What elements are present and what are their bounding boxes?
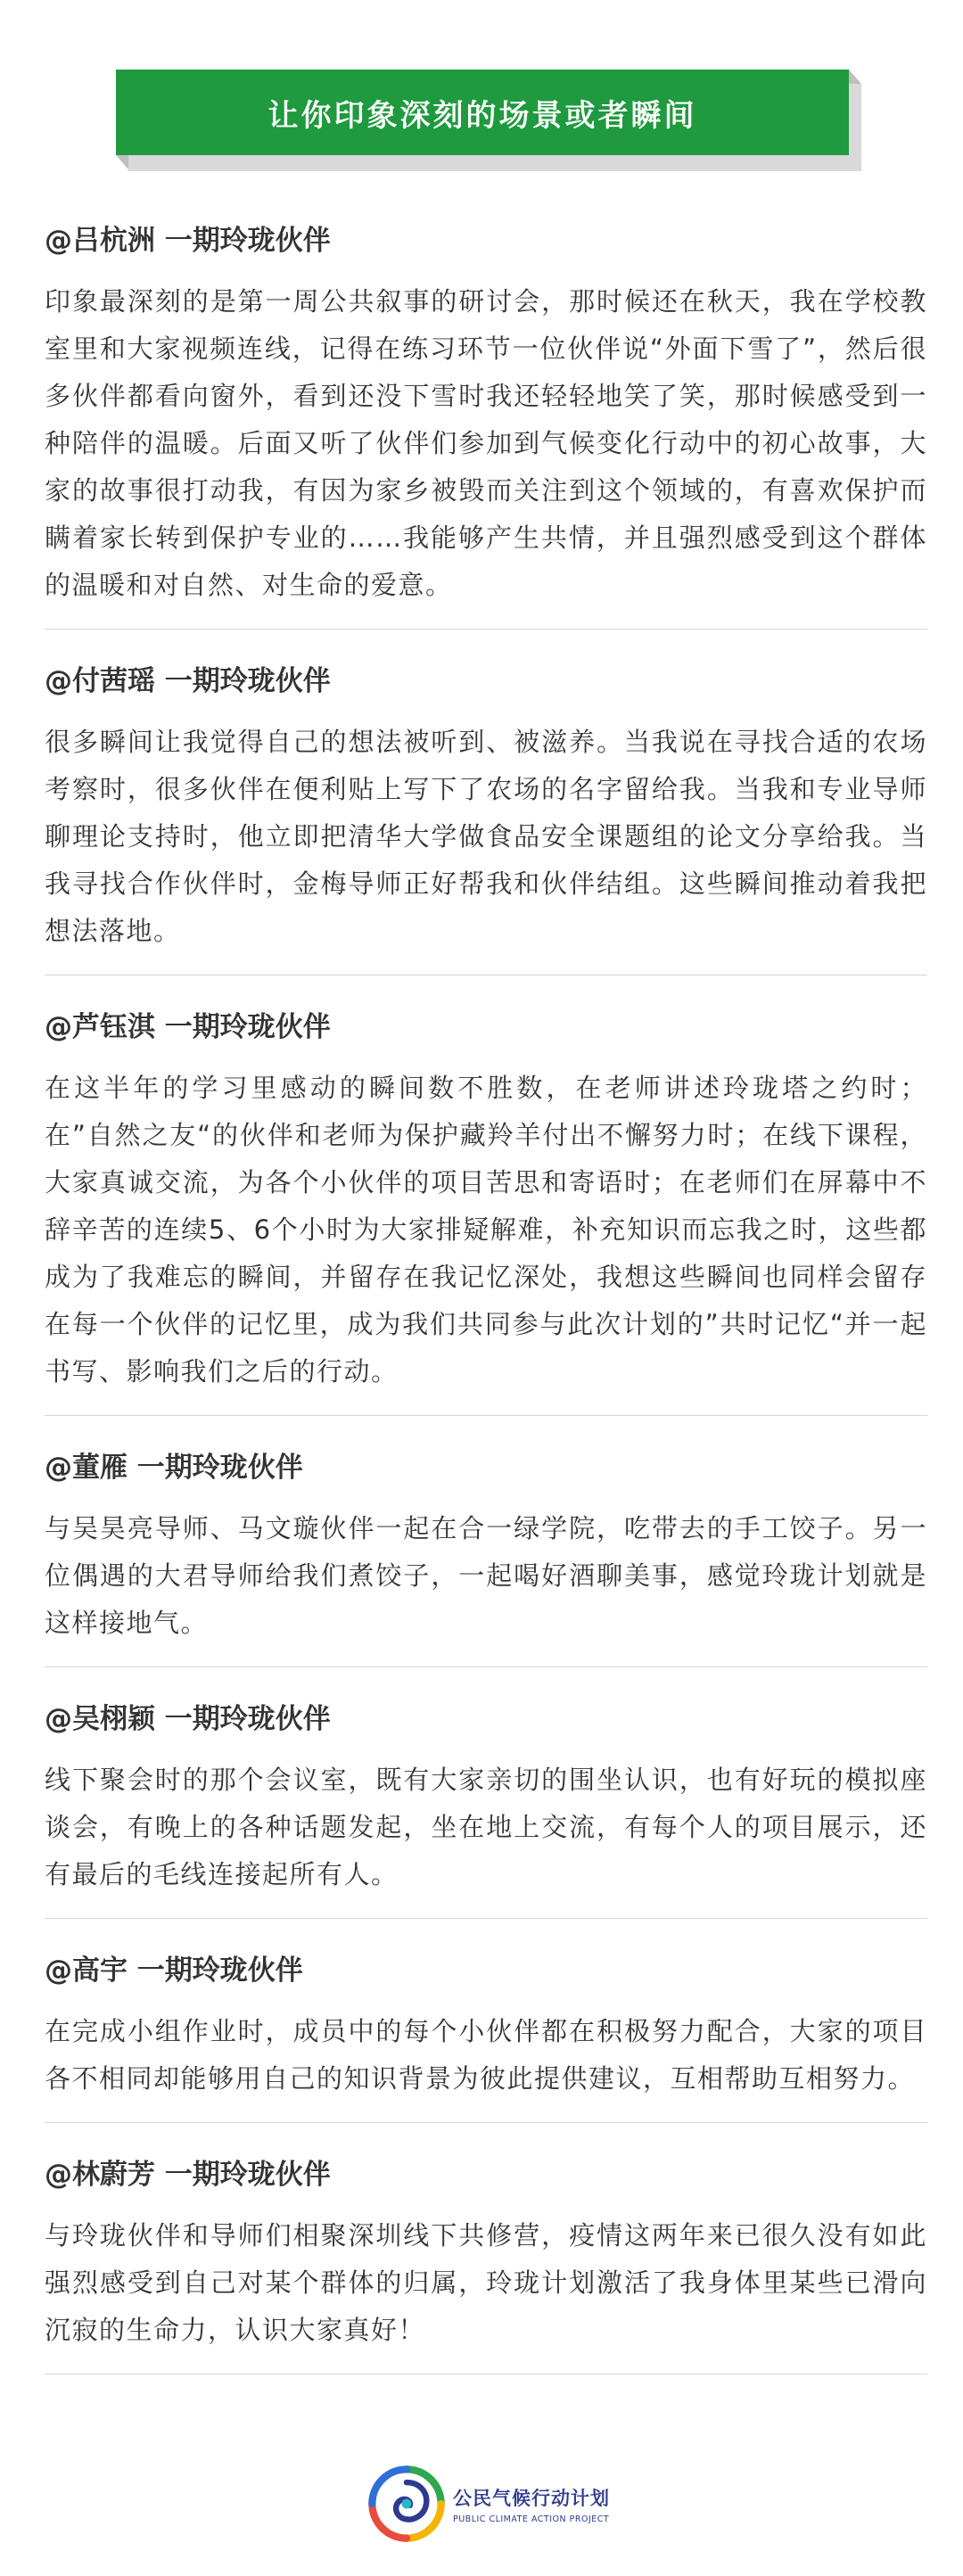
title-banner [116,70,861,171]
logo-text-block [453,2484,610,2524]
testimonial-item [45,1006,927,1416]
testimonial-item [45,219,927,630]
testimonial-item [45,1698,927,1919]
banner-fold-right [849,70,861,84]
testimonial-text: 在这半年的学习里感动的瞬间数不胜数，在老师讲述玲珑塔之约时；在”自然之友“的伙伴和老师为保护藏羚羊付出不懈努力时；在线下课程，大家真诚交流，为各个小伙伴的项目苦思和寄语时；在老师们在屏幕中不辞辛苦的连续5、6个小时为大家排疑解难，补充知识而忘我之时，这些都成为了我难忘的瞬间，并留存在我记忆深处，我想这些瞬间也同样会留存在每一个伙伴的记忆里，成为我们共同参与此次计划的”共时记忆“并一起书写、影响我们之后的行动。 [45,1073,927,1387]
testimonial-text: 印象最深刻的是第一周公共叙事的研讨会，那时候还在秋天，我在学校教室里和大家视频连线，记得在练习环节一位伙伴说“外面下雪了”，然后很多伙伴都看向窗外，看到还没下雪时我还轻轻地笑了笑，那时候感受到一种陪伴的温暖。后面又听了伙伴们参加到气候变化行动中的初心故事，大家的故事很打动我，有因为家乡被毁而关注到这个领域的，有喜欢保护而瞒着家长转到保护专业的……我能够产生共情，并且强烈感受到这个群体的温暖和对自然、对生命的爱意。 [45,286,927,600]
testimonial-author: @吕杭洲 一期玲珑伙伴 [45,225,331,257]
testimonial-author: @付茜瑶 一期玲珑伙伴 [45,665,331,697]
testimonial-item [45,660,927,975]
testimonial-text: 与吴昊亮导师、马文璇伙伴一起在合一绿学院，吃带去的手工饺子。另一位偶遇的大君导师给我们煮饺子，一起喝好酒聊美事，感觉玲珑计划就是这样接地气。 [45,1513,927,1638]
testimonial-item [45,1949,927,2123]
testimonial-item [45,2153,927,2374]
organization-logo [366,2461,610,2547]
testimonial-author: @高宇 一期玲珑伙伴 [45,1955,303,1987]
testimonial-text: 与玲珑伙伴和导师们相聚深圳线下共修营，疫情这两年来已很久没有如此强烈感受到自己对某个群体的归属，玲珑计划激活了我身体里某些已滑向沉寂的生命力，认识大家真好！ [45,2220,927,2345]
banner-fold-left [116,155,128,169]
banner-face [116,70,849,155]
circular-swirl-logo-icon [366,2463,448,2545]
testimonial-item [45,1446,927,1667]
testimonial-text: 在完成小组作业时，成员中的每个小伙伴都在积极努力配合，大家的项目各不相同却能够用自己的知识背景为彼此提供建议，互相帮助互相努力。 [45,2016,927,2094]
testimonial-list [45,219,927,2374]
testimonial-text: 很多瞬间让我觉得自己的想法被听到、被滋养。当我说在寻找合适的农场考察时，很多伙伴在便利贴上写下了农场的名字留给我。当我和专业导师聊理论支持时，他立即把清华大学做食品安全课题组的论文分享给我。当我寻找合作伙伴时，金梅导师正好帮我和伙伴结组。这些瞬间推动着我把想法落地。 [45,727,927,946]
testimonial-author: @董雁 一期玲珑伙伴 [45,1452,303,1484]
testimonial-author: @芦钰淇 一期玲珑伙伴 [45,1011,331,1043]
testimonial-author: @林蔚芳 一期玲珑伙伴 [45,2159,331,2191]
page-title: 让你印象深刻的场景或者瞬间 [268,97,697,134]
testimonial-text: 线下聚会时的那个会议室，既有大家亲切的围坐认识，也有好玩的模拟座谈会，有晚上的各种话题发起，坐在地上交流，有每个人的项目展示，还有最后的毛线连接起所有人。 [45,1765,927,1889]
logo-english-name: PUBLIC CLIMATE ACTION PROJECT [453,2514,610,2524]
logo-chinese-name: 公民气候行动计划 [453,2487,610,2509]
testimonial-author: @吴栩颖 一期玲珑伙伴 [45,1703,331,1735]
